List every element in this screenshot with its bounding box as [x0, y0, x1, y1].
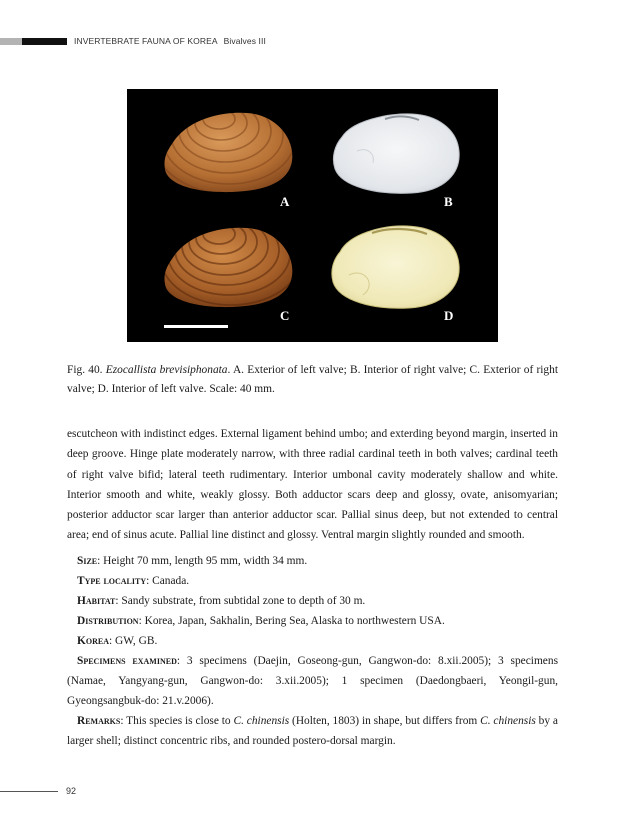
panel-label-d: D: [444, 308, 454, 323]
footer-rule: [0, 791, 58, 792]
description-paragraph: escutcheon with indistinct edges. External ligament behind umbo; and exterding beyond margin, inserted in deep groove. Hinge plate moderately narrow, with three radial cardinal teeth in both valves; cardinal teeth of right valve bifid; lateral teeth rudimentary. Interior umbonal cavity moderately shallow and white. Interior smooth and white, weakly glossy. Both adductor scars deep and glossy, ovate, anisomyarian; posterior adductor scar larger than anterior adductor scar. Pallial sinus deep, but not extended to central area; end of sinus acute. Pallial line distinct and glossy. Ventral margin slightly rounded and smooth.: [67, 428, 558, 542]
shell-c-exterior: [154, 209, 312, 315]
fact-type-locality: [67, 571, 558, 591]
size-label: Size: [77, 555, 98, 567]
remarks-text-1: : This species is close to: [120, 715, 234, 727]
panel-label-a: A: [280, 194, 290, 209]
shell-figure: [127, 89, 498, 342]
header-title: INVERTEBRATE FAUNA OF KOREA: [74, 36, 218, 46]
shell-b-interior: [333, 114, 459, 193]
type-locality-value: : Canada.: [146, 575, 190, 587]
page-number: 92: [66, 786, 77, 796]
habitat-label: Habitat: [77, 595, 116, 607]
specimens-label: Specimens examined: [77, 655, 177, 667]
panel-label-b: B: [444, 194, 453, 209]
fact-remarks: [67, 711, 558, 751]
korea-label: Korea: [77, 635, 109, 647]
fact-specimens: [67, 651, 558, 711]
header-bar-grey: [0, 38, 22, 45]
shell-a-exterior: [155, 92, 307, 194]
caption-prefix: Fig. 40.: [67, 364, 106, 376]
caption-species: Ezocallista brevisiphonata: [105, 364, 228, 376]
header-bar-black: [22, 38, 67, 45]
remarks-label: Remarks: [77, 715, 121, 727]
distribution-label: Distribution: [77, 615, 139, 627]
scale-bar: [164, 325, 228, 328]
running-header: [74, 36, 266, 46]
habitat-value: : Sandy substrate, from subtidal zone to depth of 30 m.: [115, 595, 366, 607]
remarks-text-2: (Holten, 1803) in shape, but differs from: [289, 715, 481, 727]
header-subtitle: Bivalves III: [223, 36, 266, 46]
panel-label-c: C: [280, 308, 290, 323]
figure-caption: [67, 361, 558, 399]
specimens-value: : 3 specimens (Daejin, Goseong-gun, Gangwon-do: 8.xii.2005); 3 specimens (Namae, Yangyang-gun, Gangwon-do: 3.xii.2005); 1 specimen (Daedongbaeri, Yeongil-gun, Gyeongsangbuk-do: 21.v.2006).: [67, 655, 558, 707]
remarks-species-2: C. chinensis: [480, 715, 536, 727]
distribution-value: : Korea, Japan, Sakhalin, Bering Sea, Alaska to northwestern USA.: [138, 615, 445, 627]
remarks-text-3: by a larger shell; distinct concentric ribs, and rounded postero-dorsal margin.: [67, 715, 558, 747]
korea-value: : GW, GB.: [108, 635, 158, 647]
remarks-species-1: C. chinensis: [233, 715, 290, 727]
size-value: : Height 70 mm, length 95 mm, width 34 mm.: [97, 555, 308, 567]
shell-d-interior: [332, 226, 459, 308]
fact-distribution: [67, 611, 558, 631]
species-facts: [67, 551, 558, 751]
type-locality-label: Type locality: [77, 575, 147, 587]
fact-habitat: [67, 591, 558, 611]
caption-text: . A. Exterior of left valve; B. Interior of right valve; C. Exterior of right valve; D. Interior of left valve. Scale: 40 mm.: [67, 364, 558, 395]
fact-korea: [67, 631, 558, 651]
fact-size: [67, 551, 558, 571]
